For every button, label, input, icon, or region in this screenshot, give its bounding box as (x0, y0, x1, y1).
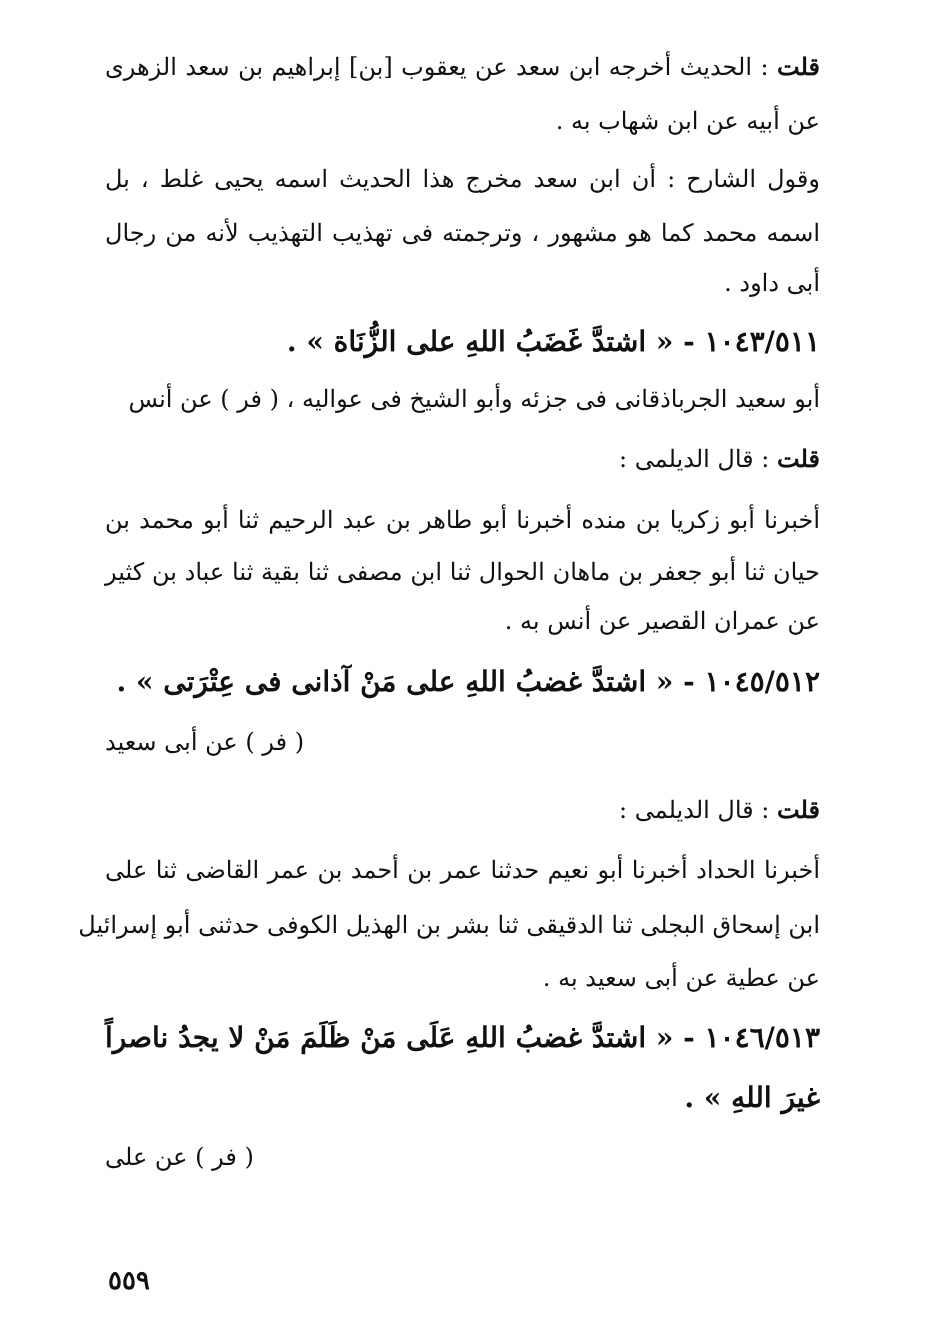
hadith-512: ١٠٤٥/٥١٢ - « اشتدَّ غضبُ اللهِ على مَنْ آذانى فى عِتْرَتى » . (116, 665, 820, 698)
text-line-8 (105, 444, 820, 474)
text-line-2: عن أبيه عن ابن شهاب به . (555, 107, 820, 135)
text-line-13: ( فر ) عن أبى سعيد (105, 728, 305, 756)
text-line-20: ( فر ) عن على (105, 1143, 254, 1171)
note-label: قلت (777, 52, 820, 81)
note-label: قلت (777, 795, 820, 824)
text-line-16: ابن إسحاق البجلى ثنا الدقيقى ثنا بشر بن الهذيل الكوفى حدثنى أبو إسرائيل (78, 911, 820, 939)
text-line-11: عن عمران القصير عن أنس به . (504, 607, 820, 635)
text-line-3: وقول الشارح : أن ابن سعد مخرج هذا الحديث اسمه يحيى غلط ، بل (105, 165, 820, 193)
line-text: : قال الديلمى : (619, 445, 770, 473)
hadith-513: ١٠٤٦/٥١٣ - « اشتدَّ غضبُ اللهِ عَلَى مَنْ ظَلَمَ مَنْ لا يجدُ ناصراً (105, 1021, 820, 1054)
note-label: قلت (777, 444, 820, 473)
text-line-4: اسمه محمد كما هو مشهور ، وترجمته فى تهذيب التهذيب لأنه من رجال (105, 219, 820, 247)
text-line-14 (105, 795, 820, 825)
text-line-7: أبو سعيد الجرباذقانى فى جزئه وأبو الشيخ فى عواليه ، ( فر ) عن أنس (128, 385, 820, 413)
text-line-10: حيان ثنا أبو جعفر بن ماهان الحوال ثنا ابن مصفى ثنا بقية ثنا عباد بن كثير (105, 558, 820, 586)
text-line-5: أبى داود . (724, 269, 820, 297)
line-text: : قال الديلمى : (619, 796, 770, 824)
text-line-15: أخبرنا الحداد أخبرنا أبو نعيم حدثنا عمر بن أحمد بن عمر القاضى ثنا على (105, 856, 820, 884)
text-line-1 (105, 52, 820, 82)
text-line-17: عن عطية عن أبى سعيد به . (542, 964, 820, 992)
hadith-511: ١٠٤٣/٥١١ - « اشتدَّ غَضَبُ اللهِ على الزُّنَاة » . (286, 325, 820, 358)
hadith-513-cont: غيرَ اللهِ » . (684, 1081, 820, 1114)
page-number: ٥٥٩ (108, 1266, 150, 1296)
line-text: : الحديث أخرجه ابن سعد عن يعقوب [بن] إبراهيم بن سعد الزهرى (105, 53, 769, 81)
text-line-9: أخبرنا أبو زكريا بن منده أخبرنا أبو طاهر بن عبد الرحيم ثنا أبو محمد بن (105, 506, 821, 534)
